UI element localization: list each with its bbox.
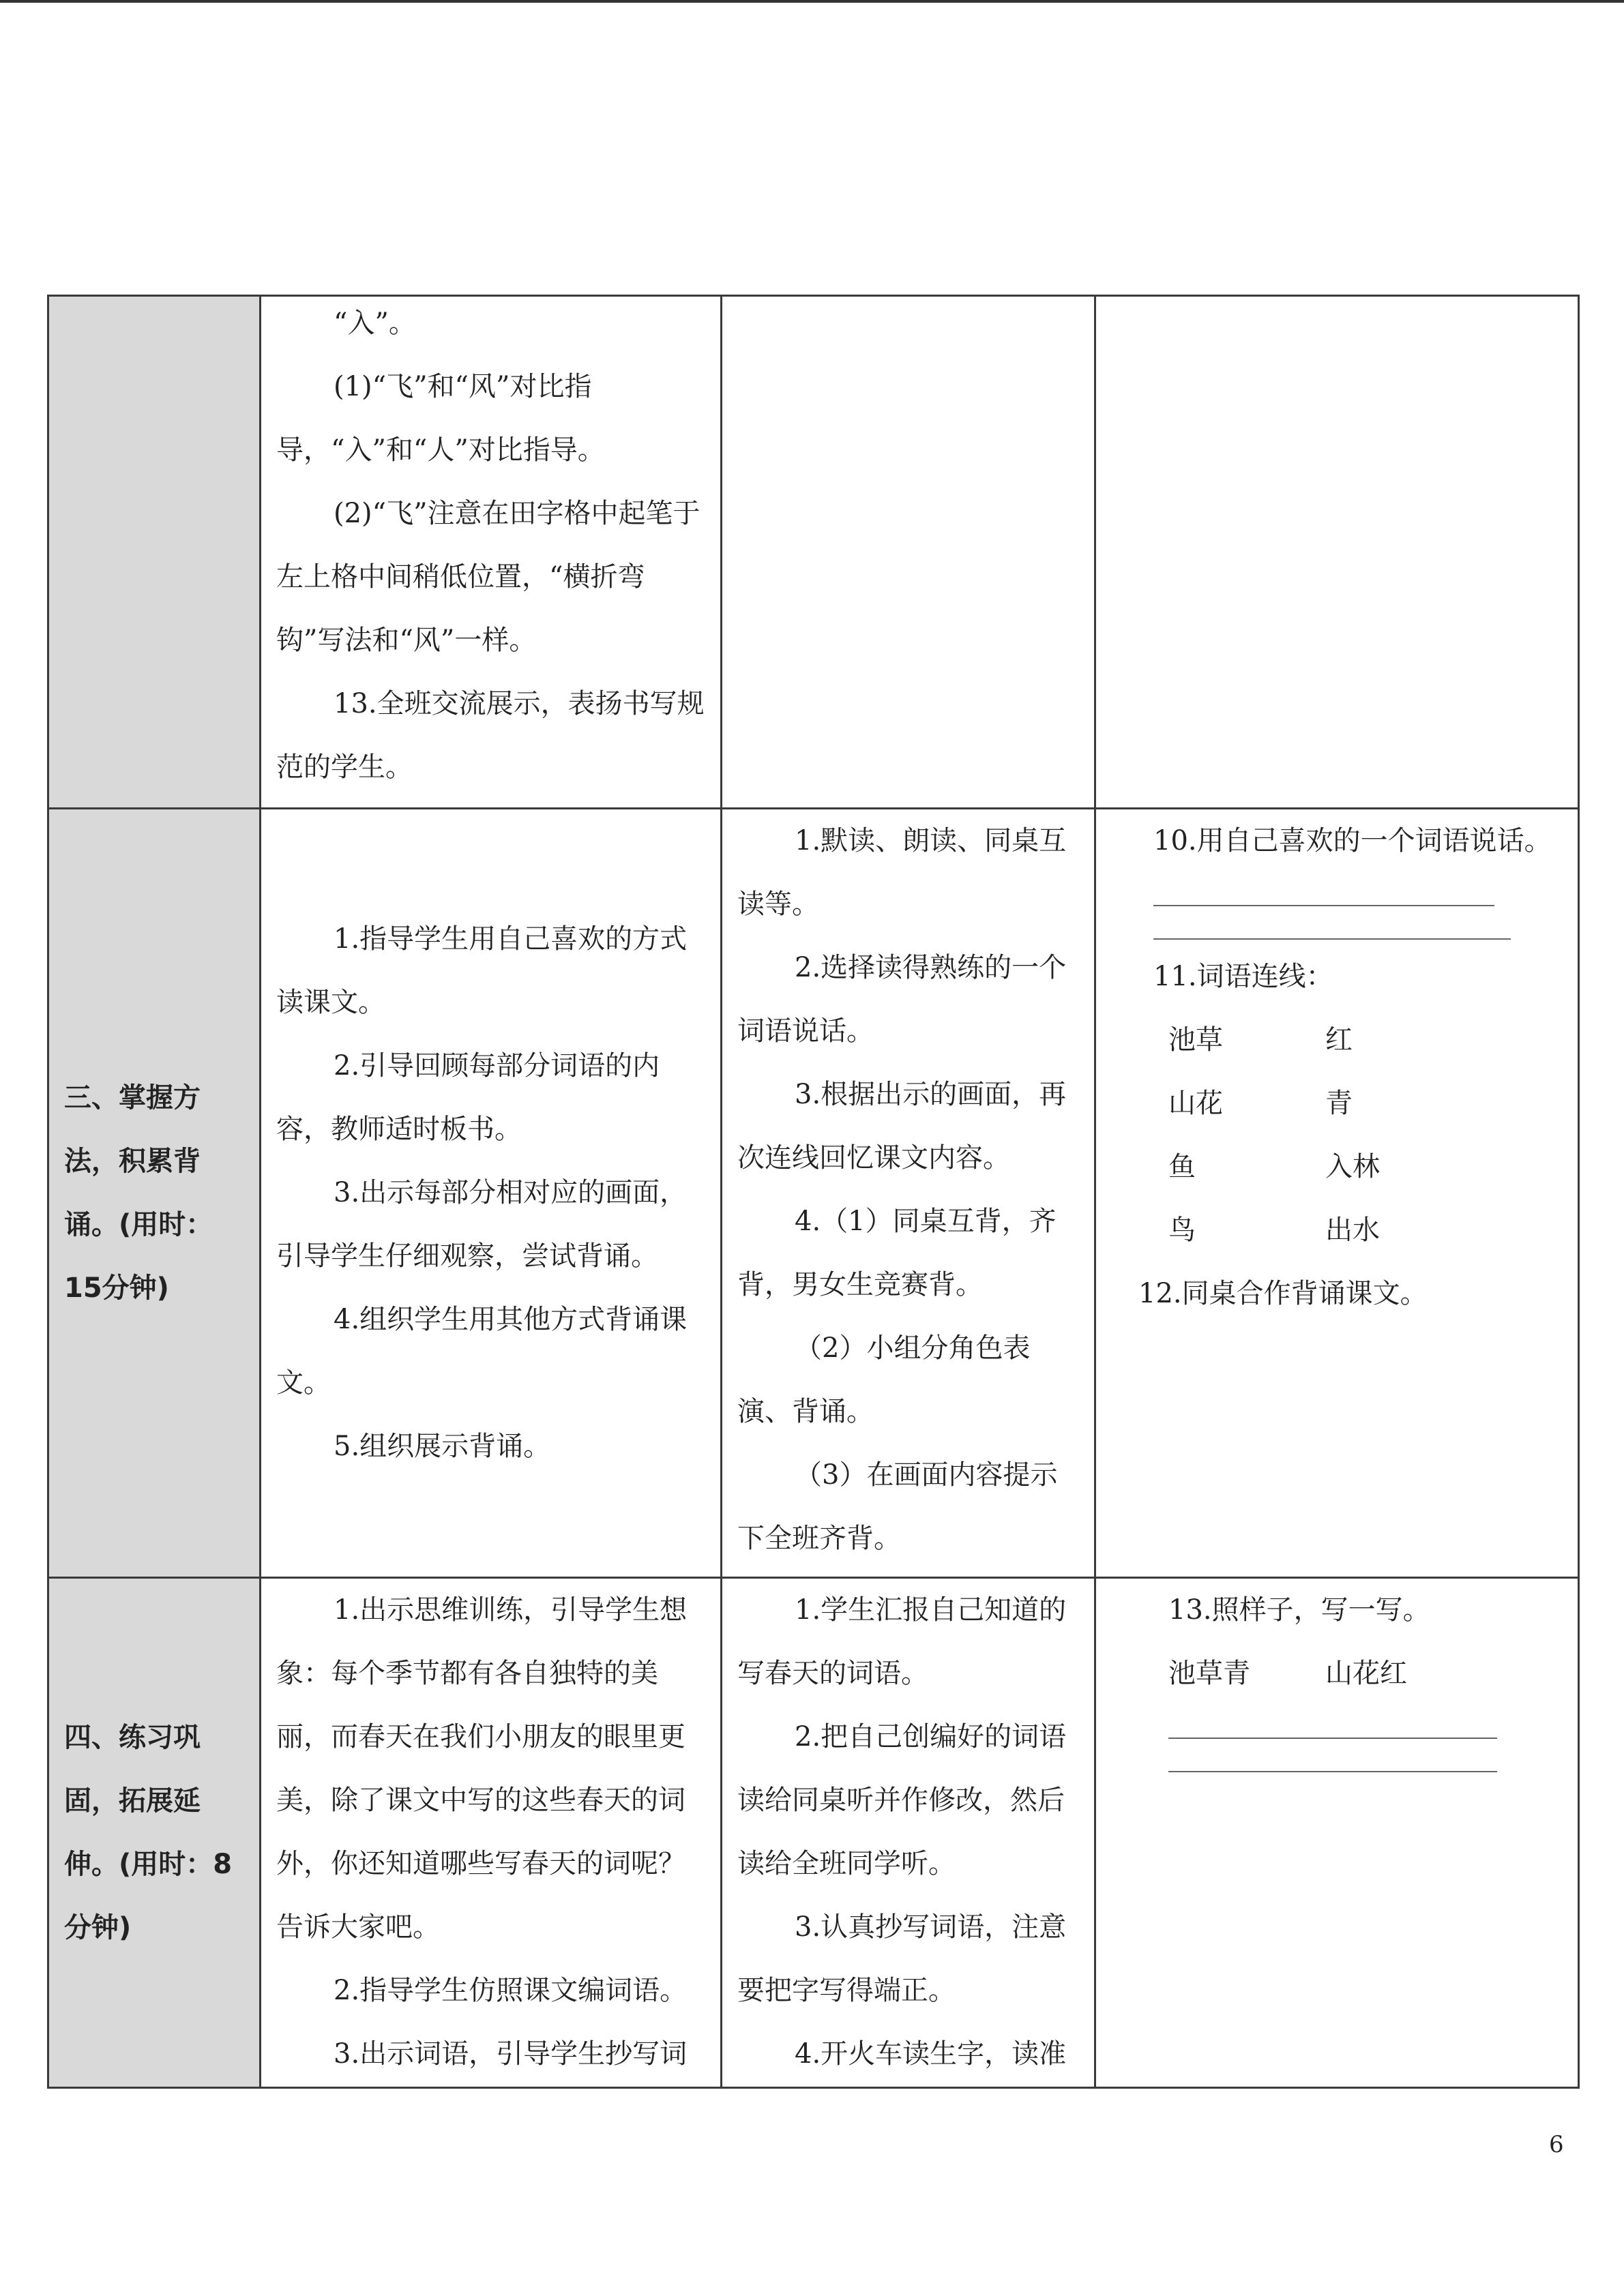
matching-right: 出水 (1325, 1214, 1380, 1246)
student-activity-cell (722, 1578, 1095, 2088)
matching-left: 鸟 (1168, 1214, 1196, 1246)
example-word: 池草青 (1168, 1658, 1250, 1689)
answer-blank-line (1153, 906, 1511, 940)
table-row-stage-3 (48, 809, 1579, 1578)
student-text: 4.（1）同桌互背，齐背，男女生竞赛背。 (737, 1206, 1057, 1300)
teacher-text: 4.组织学生用其他方式背诵课文。 (276, 1304, 688, 1399)
practice-cell (1095, 1578, 1579, 2088)
matching-right: 入林 (1325, 1151, 1380, 1182)
teacher-text: 1.出示思维训练，引导学生想象：每个季节都有各自独特的美丽，而春天在我们小朋友的眼里更美，除了课文中写的这些春天的词外，你还知道哪些写春天的词呢？告诉大家吧。 (276, 1594, 688, 1943)
matching-pair-row (1168, 1072, 1565, 1135)
student-text: （2）小组分角色表演、背诵。 (737, 1332, 1031, 1427)
student-text: 4.开火车读生字，读准 (795, 2038, 1067, 2070)
practice-question: 13.照样子，写一写。 (1168, 1594, 1430, 1626)
table-row-stage-4 (48, 1578, 1579, 2088)
matching-pair-row (1168, 1135, 1565, 1199)
teacher-activity-cell (261, 1578, 722, 2088)
teacher-activity-cell (261, 809, 722, 1578)
student-activity-cell-empty (722, 296, 1095, 809)
teacher-text: 2.引导回顾每部分词语的内容，教师适时板书。 (276, 1050, 660, 1145)
teacher-text: (2)“飞”注意在田字格中起笔于左上格中间稍低位置，“横折弯钩”写法和“风”一样。 (276, 498, 700, 656)
practice-question: 10.用自己喜欢的一个词语说话。 (1153, 825, 1552, 856)
teacher-text: 3.出示每部分相对应的画面，引导学生仔细观察，尝试背诵。 (276, 1177, 688, 1272)
teacher-text: “入”。 (334, 308, 416, 339)
top-border-line (0, 0, 1624, 3)
practice-cell (1095, 809, 1579, 1578)
page-number: 6 (1549, 2131, 1564, 2158)
matching-pair-row (1168, 1009, 1565, 1072)
practice-cell-empty (1095, 296, 1579, 809)
student-text: 1.学生汇报自己知道的写春天的词语。 (737, 1594, 1067, 1689)
teacher-text: (1)“飞”和“风”对比指导，“入”和“人”对比指导。 (276, 371, 605, 466)
teacher-text: 3.出示词语，引导学生抄写词 (334, 2038, 688, 2070)
student-text: 3.根据出示的画面，再次连线回忆课文内容。 (737, 1079, 1067, 1174)
example-row (1168, 1642, 1565, 1705)
matching-left: 鱼 (1168, 1151, 1196, 1182)
teacher-activity-cell (261, 296, 722, 809)
matching-right: 青 (1325, 1088, 1353, 1119)
teacher-text: 2.指导学生仿照课文编词语。 (334, 1975, 688, 2006)
table-row-continuation (48, 296, 1579, 809)
answer-blank-line (1168, 1705, 1497, 1739)
teacher-text: 13.全班交流展示，表扬书写规范的学生。 (276, 688, 705, 783)
student-text: （3）在画面内容提示下全班齐背。 (737, 1459, 1058, 1554)
student-text: 1.默读、朗读、同桌互读等。 (737, 825, 1067, 920)
stage-cell-empty (48, 296, 261, 809)
teacher-text: 5.组织展示背诵。 (334, 1431, 551, 1462)
matching-pair-row (1168, 1199, 1565, 1262)
student-text: 3.认真抄写词语，注意要把字写得端正。 (737, 1911, 1067, 2006)
stage-label: 三、掌握方法，积累背诵。(用时：15分钟) (48, 809, 261, 1578)
matching-left: 山花 (1168, 1088, 1223, 1119)
student-text: 2.选择读得熟练的一个词语说话。 (737, 952, 1067, 1047)
stage-label: 四、练习巩固，拓展延伸。(用时：8分钟) (48, 1578, 261, 2088)
matching-left: 池草 (1168, 1024, 1223, 1056)
student-text: 2.把自己创编好的词语读给同桌听并作修改，然后读给全班同学听。 (737, 1721, 1067, 1879)
practice-question: 12.同桌合作背诵课文。 (1138, 1278, 1428, 1309)
answer-blank-line (1153, 873, 1494, 906)
answer-blank-line (1168, 1739, 1497, 1772)
teacher-text: 1.指导学生用自己喜欢的方式读课文。 (276, 923, 688, 1018)
student-activity-cell (722, 809, 1095, 1578)
matching-right: 红 (1325, 1024, 1353, 1056)
example-word: 山花红 (1325, 1658, 1407, 1689)
practice-question: 11.词语连线： (1153, 961, 1333, 992)
lesson-plan-table (47, 295, 1580, 2089)
